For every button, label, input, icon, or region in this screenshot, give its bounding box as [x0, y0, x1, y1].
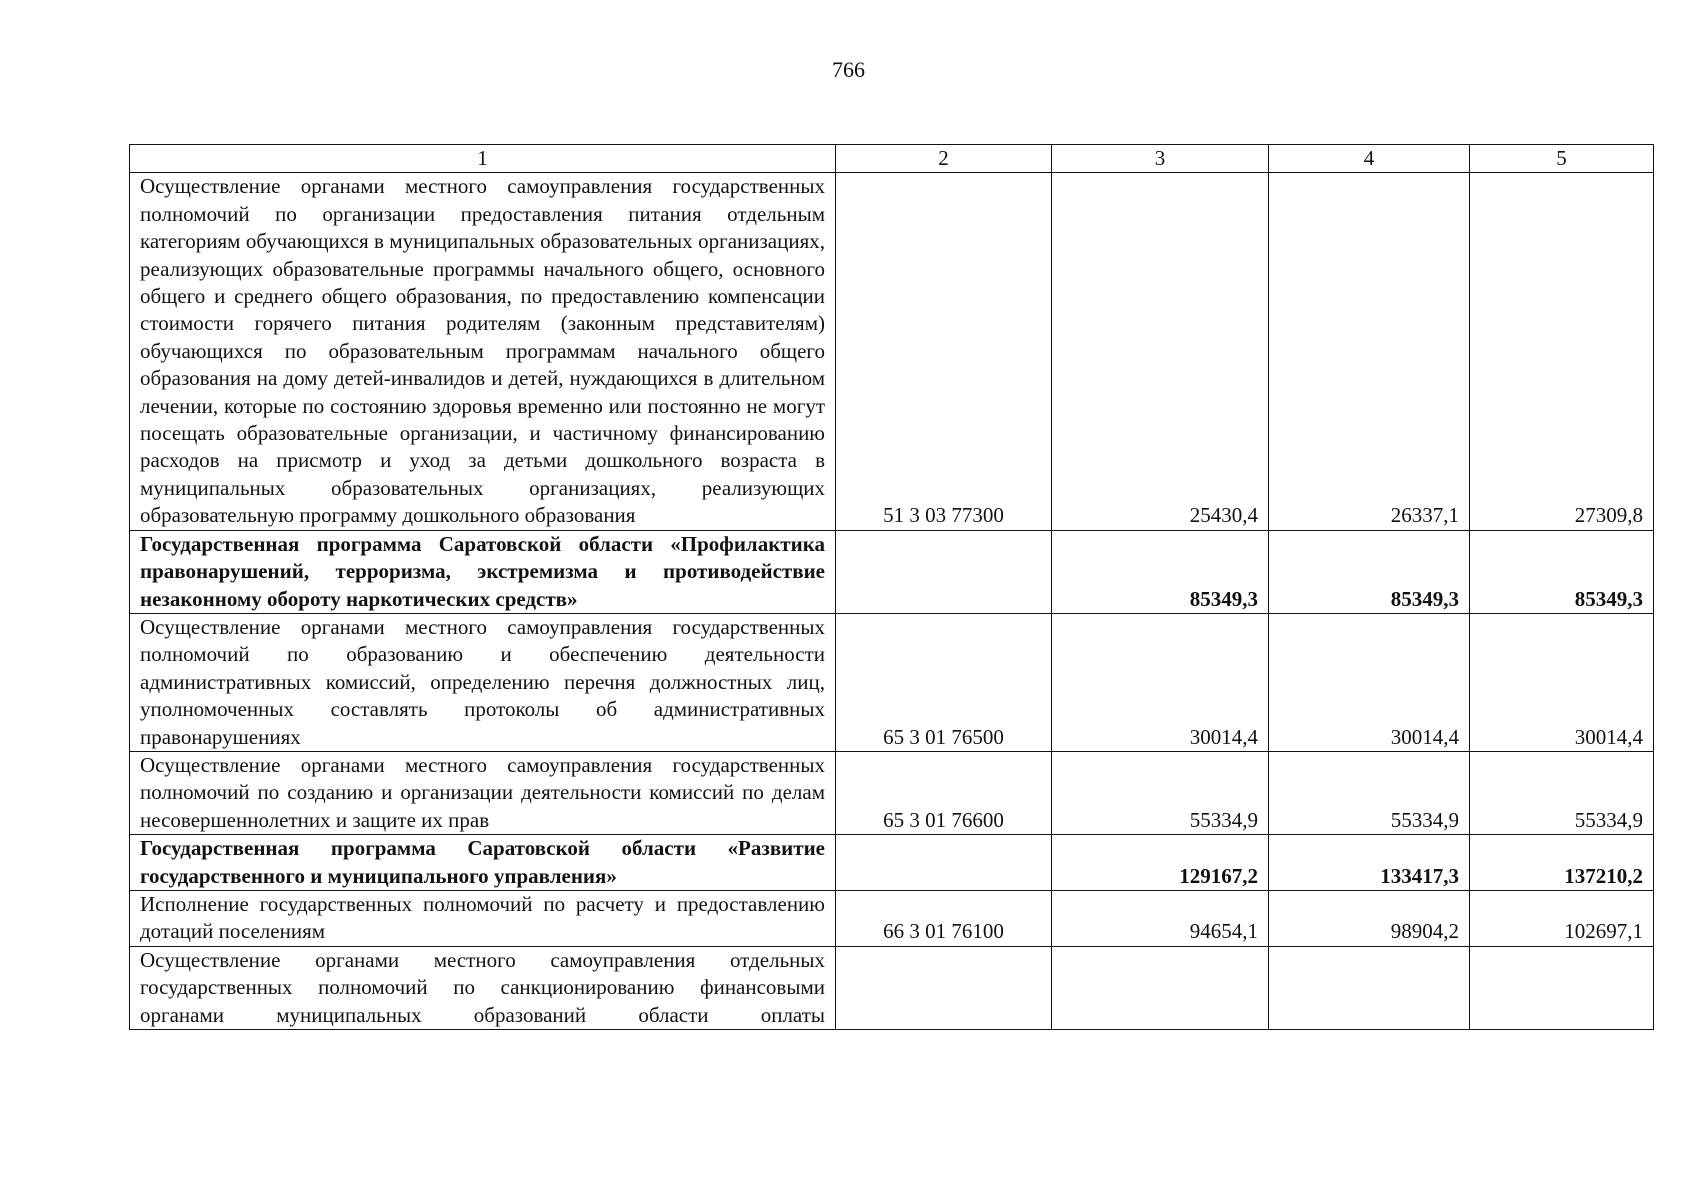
row-value-5-cell: [1470, 946, 1654, 1029]
row-value-3-cell: [1052, 946, 1269, 1029]
row-code-cell: 51 3 03 77300: [836, 173, 1052, 530]
row-name-cell: Исполнение государственных полномочий по расчету и предоставлению дотаций поселениям: [130, 890, 836, 946]
header-col-5: 5: [1470, 145, 1654, 173]
table-header-row: [130, 145, 1654, 173]
row-code-cell: 66 3 01 76100: [836, 890, 1052, 946]
row-value-5-cell: 137210,2: [1470, 835, 1654, 891]
row-value-4-cell: 26337,1: [1269, 173, 1470, 530]
row-value-3-cell: 55334,9: [1052, 751, 1269, 834]
row-value-5-cell: 102697,1: [1470, 890, 1654, 946]
row-name-cell: Государственная программа Саратовской области «Развитие государственного и муниципального управления»: [130, 835, 836, 891]
table-row: [130, 890, 1654, 946]
table-row: [130, 835, 1654, 891]
row-value-3-cell: 129167,2: [1052, 835, 1269, 891]
row-name-cell: Осуществление органами местного самоуправления государственных полномочий по образованию и обеспечению деятельности административных комиссий, определению перечня должностных лиц, уполномоченных составлять протоколы об административных правонарушениях: [130, 613, 836, 751]
row-value-5-cell: 55334,9: [1470, 751, 1654, 834]
row-code-cell: [836, 530, 1052, 613]
row-code-cell: [836, 946, 1052, 1029]
row-value-4-cell: [1269, 946, 1470, 1029]
page-number: 766: [832, 57, 865, 82]
table-row: [130, 751, 1654, 834]
row-value-4-cell: 55334,9: [1269, 751, 1470, 834]
header-col-2: 2: [836, 145, 1052, 173]
header-col-4: 4: [1269, 145, 1470, 173]
table-row: [130, 530, 1654, 613]
row-name-cell: Осуществление органами местного самоуправления государственных полномочий по созданию и организации деятельности комиссий по делам несовершеннолетних и защите их прав: [130, 751, 836, 834]
row-value-5-cell: 85349,3: [1470, 530, 1654, 613]
row-code-cell: [836, 835, 1052, 891]
budget-allocation-table: [129, 144, 1654, 1030]
table-row: [130, 946, 1654, 1029]
row-value-5-cell: 27309,8: [1470, 173, 1654, 530]
row-value-3-cell: 25430,4: [1052, 173, 1269, 530]
row-value-3-cell: 85349,3: [1052, 530, 1269, 613]
row-name-cell: Осуществление органами местного самоуправления государственных полномочий по организации предоставления питания отдельным категориям обучающихся в муниципальных образовательных организациях, реализующих образовательные программы начального общего, основного общего и среднего общего образования, по предоставлению компенсации стоимости горячего питания родителям (законным представителям) обучающихся по образовательным программам начального общего образования на дому детей-инвалидов и детей, нуждающихся в длительном лечении, которые по состоянию здоровья временно или постоянно не могут посещать образовательные организации, и частичному финансированию расходов на присмотр и уход за детьми дошкольного возраста в муниципальных образовательных организациях, реализующих образовательную программу дошкольного образования: [130, 173, 836, 530]
row-value-4-cell: 30014,4: [1269, 613, 1470, 751]
table-row: [130, 173, 1654, 530]
row-code-cell: 65 3 01 76600: [836, 751, 1052, 834]
row-value-4-cell: 85349,3: [1269, 530, 1470, 613]
row-value-3-cell: 30014,4: [1052, 613, 1269, 751]
row-value-4-cell: 98904,2: [1269, 890, 1470, 946]
header-col-1: 1: [130, 145, 836, 173]
row-value-4-cell: 133417,3: [1269, 835, 1470, 891]
row-name-cell: Государственная программа Саратовской области «Профилактика правонарушений, терроризма, экстремизма и противодействие незаконному обороту наркотических средств»: [130, 530, 836, 613]
table-row: [130, 613, 1654, 751]
row-value-3-cell: 94654,1: [1052, 890, 1269, 946]
row-name-cell: Осуществление органами местного самоуправления отдельных государственных полномочий по санкционированию финансовыми органами муниципальных образований области оплаты: [130, 946, 836, 1029]
header-col-3: 3: [1052, 145, 1269, 173]
row-value-5-cell: 30014,4: [1470, 613, 1654, 751]
row-code-cell: 65 3 01 76500: [836, 613, 1052, 751]
